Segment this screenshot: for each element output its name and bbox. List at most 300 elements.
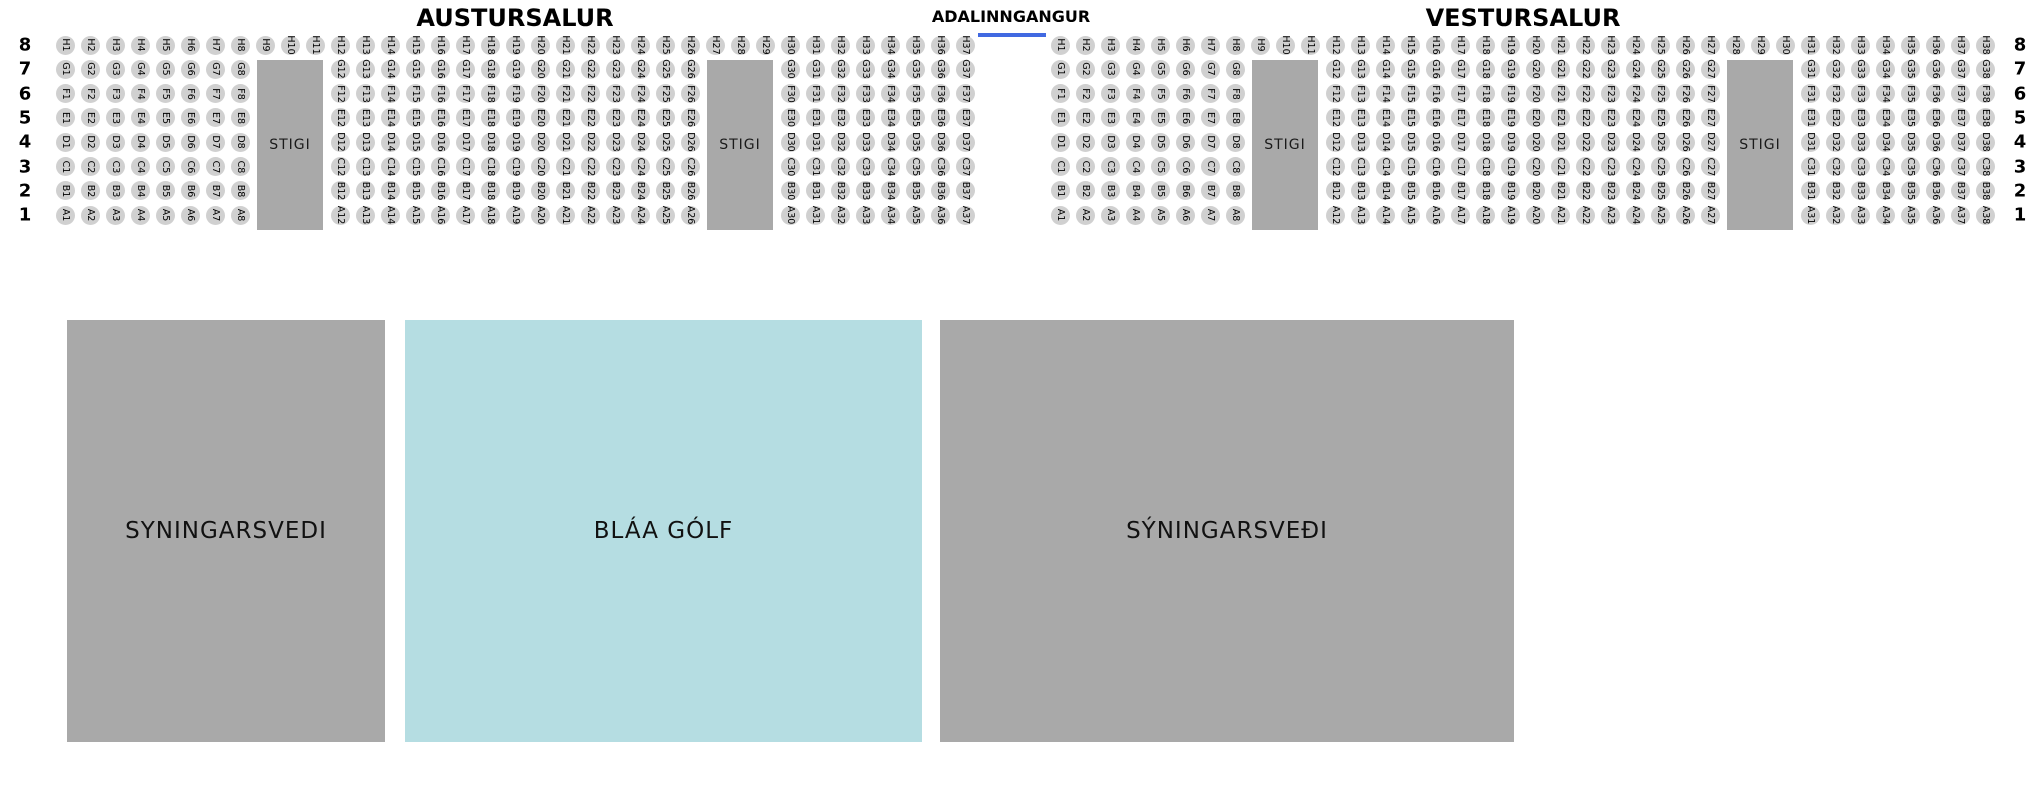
seat-austursalur-h23[interactable]: [606, 36, 625, 55]
seat-austursalur-e1[interactable]: [56, 108, 75, 127]
seat-austursalur-h27[interactable]: [706, 36, 725, 55]
seat-austursalur-f19[interactable]: [506, 84, 525, 103]
seat-austursalur-c35[interactable]: [906, 157, 925, 176]
seat-austursalur-a22[interactable]: [581, 206, 600, 225]
seat-austursalur-h19[interactable]: [506, 36, 525, 55]
seat-vestursalur-c38[interactable]: [1976, 157, 1995, 176]
seat-austursalur-e2[interactable]: [81, 108, 100, 127]
seat-vestursalur-h36[interactable]: [1926, 36, 1945, 55]
seat-austursalur-b26[interactable]: [681, 181, 700, 200]
seat-austursalur-b15[interactable]: [406, 181, 425, 200]
seat-austursalur-g21[interactable]: [556, 60, 575, 79]
seat-austursalur-h13[interactable]: [356, 36, 375, 55]
seat-austursalur-a34[interactable]: [881, 206, 900, 225]
seat-vestursalur-c20[interactable]: [1526, 157, 1545, 176]
seat-austursalur-c31[interactable]: [806, 157, 825, 176]
seat-vestursalur-g24[interactable]: [1626, 60, 1645, 79]
seat-vestursalur-f1[interactable]: [1051, 84, 1070, 103]
seat-vestursalur-e14[interactable]: [1376, 108, 1395, 127]
seat-austursalur-d12[interactable]: [331, 133, 350, 152]
seat-vestursalur-b38[interactable]: [1976, 181, 1995, 200]
seat-vestursalur-e17[interactable]: [1451, 108, 1470, 127]
seat-vestursalur-h1[interactable]: [1051, 36, 1070, 55]
seat-austursalur-a17[interactable]: [456, 206, 475, 225]
seat-austursalur-e18[interactable]: [481, 108, 500, 127]
seat-austursalur-c13[interactable]: [356, 157, 375, 176]
seat-austursalur-c3[interactable]: [106, 157, 125, 176]
seat-austursalur-e33[interactable]: [856, 108, 875, 127]
seat-vestursalur-e12[interactable]: [1326, 108, 1345, 127]
seat-vestursalur-b13[interactable]: [1351, 181, 1370, 200]
seat-vestursalur-f15[interactable]: [1401, 84, 1420, 103]
seat-austursalur-h34[interactable]: [881, 36, 900, 55]
seat-austursalur-h28[interactable]: [731, 36, 750, 55]
seat-vestursalur-a7[interactable]: [1201, 206, 1220, 225]
seat-austursalur-d22[interactable]: [581, 133, 600, 152]
seat-vestursalur-g25[interactable]: [1651, 60, 1670, 79]
seat-vestursalur-h12[interactable]: [1326, 36, 1345, 55]
seat-austursalur-g8[interactable]: [231, 60, 250, 79]
seat-austursalur-f5[interactable]: [156, 84, 175, 103]
seat-vestursalur-c18[interactable]: [1476, 157, 1495, 176]
seat-austursalur-e12[interactable]: [331, 108, 350, 127]
seat-vestursalur-c21[interactable]: [1551, 157, 1570, 176]
seat-vestursalur-h23[interactable]: [1601, 36, 1620, 55]
seat-vestursalur-f8[interactable]: [1226, 84, 1245, 103]
seat-vestursalur-e35[interactable]: [1901, 108, 1920, 127]
seat-vestursalur-g21[interactable]: [1551, 60, 1570, 79]
seat-austursalur-h16[interactable]: [431, 36, 450, 55]
seat-vestursalur-g33[interactable]: [1851, 60, 1870, 79]
seat-austursalur-f33[interactable]: [856, 84, 875, 103]
seat-vestursalur-h18[interactable]: [1476, 36, 1495, 55]
seat-austursalur-b14[interactable]: [381, 181, 400, 200]
seat-vestursalur-c27[interactable]: [1701, 157, 1720, 176]
seat-austursalur-h18[interactable]: [481, 36, 500, 55]
seat-austursalur-d31[interactable]: [806, 133, 825, 152]
seat-austursalur-d18[interactable]: [481, 133, 500, 152]
seat-austursalur-a8[interactable]: [231, 206, 250, 225]
seat-austursalur-a24[interactable]: [631, 206, 650, 225]
seat-austursalur-d33[interactable]: [856, 133, 875, 152]
seat-austursalur-f21[interactable]: [556, 84, 575, 103]
seat-vestursalur-f16[interactable]: [1426, 84, 1445, 103]
seat-austursalur-c20[interactable]: [531, 157, 550, 176]
seat-austursalur-g17[interactable]: [456, 60, 475, 79]
seat-austursalur-b3[interactable]: [106, 181, 125, 200]
seat-austursalur-e4[interactable]: [131, 108, 150, 127]
seat-austursalur-g18[interactable]: [481, 60, 500, 79]
seat-vestursalur-a32[interactable]: [1826, 206, 1845, 225]
seat-austursalur-g34[interactable]: [881, 60, 900, 79]
seat-austursalur-f18[interactable]: [481, 84, 500, 103]
seat-vestursalur-e4[interactable]: [1126, 108, 1145, 127]
seat-vestursalur-f38[interactable]: [1976, 84, 1995, 103]
seat-austursalur-b2[interactable]: [81, 181, 100, 200]
seat-vestursalur-c23[interactable]: [1601, 157, 1620, 176]
seat-austursalur-g2[interactable]: [81, 60, 100, 79]
seat-vestursalur-c15[interactable]: [1401, 157, 1420, 176]
seat-austursalur-e16[interactable]: [431, 108, 450, 127]
seat-vestursalur-c32[interactable]: [1826, 157, 1845, 176]
seat-vestursalur-h7[interactable]: [1201, 36, 1220, 55]
seat-austursalur-b5[interactable]: [156, 181, 175, 200]
seat-austursalur-d24[interactable]: [631, 133, 650, 152]
seat-austursalur-f22[interactable]: [581, 84, 600, 103]
seat-austursalur-c34[interactable]: [881, 157, 900, 176]
seat-austursalur-h15[interactable]: [406, 36, 425, 55]
seat-vestursalur-e20[interactable]: [1526, 108, 1545, 127]
seat-vestursalur-h19[interactable]: [1501, 36, 1520, 55]
seat-austursalur-f12[interactable]: [331, 84, 350, 103]
seat-austursalur-g15[interactable]: [406, 60, 425, 79]
seat-vestursalur-h3[interactable]: [1101, 36, 1120, 55]
seat-austursalur-c19[interactable]: [506, 157, 525, 176]
seat-austursalur-b19[interactable]: [506, 181, 525, 200]
seat-vestursalur-e31[interactable]: [1801, 108, 1820, 127]
seat-austursalur-f36[interactable]: [931, 84, 950, 103]
seat-vestursalur-e22[interactable]: [1576, 108, 1595, 127]
seat-vestursalur-h15[interactable]: [1401, 36, 1420, 55]
seat-vestursalur-f34[interactable]: [1876, 84, 1895, 103]
seat-vestursalur-e26[interactable]: [1676, 108, 1695, 127]
seat-vestursalur-b33[interactable]: [1851, 181, 1870, 200]
seat-austursalur-f23[interactable]: [606, 84, 625, 103]
seat-vestursalur-e36[interactable]: [1926, 108, 1945, 127]
seat-austursalur-h4[interactable]: [131, 36, 150, 55]
seat-austursalur-h30[interactable]: [781, 36, 800, 55]
seat-vestursalur-a24[interactable]: [1626, 206, 1645, 225]
seat-austursalur-e13[interactable]: [356, 108, 375, 127]
seat-austursalur-b36[interactable]: [931, 181, 950, 200]
seat-vestursalur-h38[interactable]: [1976, 36, 1995, 55]
seat-vestursalur-b23[interactable]: [1601, 181, 1620, 200]
seat-austursalur-f3[interactable]: [106, 84, 125, 103]
seat-austursalur-b23[interactable]: [606, 181, 625, 200]
seat-vestursalur-h24[interactable]: [1626, 36, 1645, 55]
seat-vestursalur-a18[interactable]: [1476, 206, 1495, 225]
seat-vestursalur-e18[interactable]: [1476, 108, 1495, 127]
seat-vestursalur-d3[interactable]: [1101, 133, 1120, 152]
seat-austursalur-d37[interactable]: [956, 133, 975, 152]
seat-vestursalur-g15[interactable]: [1401, 60, 1420, 79]
seat-vestursalur-g16[interactable]: [1426, 60, 1445, 79]
seat-vestursalur-g14[interactable]: [1376, 60, 1395, 79]
seat-vestursalur-a35[interactable]: [1901, 206, 1920, 225]
seat-austursalur-c26[interactable]: [681, 157, 700, 176]
seat-vestursalur-h33[interactable]: [1851, 36, 1870, 55]
seat-vestursalur-g22[interactable]: [1576, 60, 1595, 79]
seat-austursalur-h37[interactable]: [956, 36, 975, 55]
seat-vestursalur-d18[interactable]: [1476, 133, 1495, 152]
seat-austursalur-f2[interactable]: [81, 84, 100, 103]
seat-vestursalur-a5[interactable]: [1151, 206, 1170, 225]
seat-austursalur-g16[interactable]: [431, 60, 450, 79]
seat-austursalur-a19[interactable]: [506, 206, 525, 225]
seat-vestursalur-b2[interactable]: [1076, 181, 1095, 200]
seat-austursalur-d2[interactable]: [81, 133, 100, 152]
seat-vestursalur-b34[interactable]: [1876, 181, 1895, 200]
seat-austursalur-h2[interactable]: [81, 36, 100, 55]
seat-vestursalur-d32[interactable]: [1826, 133, 1845, 152]
seat-austursalur-a18[interactable]: [481, 206, 500, 225]
seat-vestursalur-g38[interactable]: [1976, 60, 1995, 79]
seat-vestursalur-d31[interactable]: [1801, 133, 1820, 152]
seat-vestursalur-c25[interactable]: [1651, 157, 1670, 176]
seat-austursalur-e35[interactable]: [906, 108, 925, 127]
seat-vestursalur-h2[interactable]: [1076, 36, 1095, 55]
seat-austursalur-e5[interactable]: [156, 108, 175, 127]
seat-vestursalur-g17[interactable]: [1451, 60, 1470, 79]
seat-austursalur-h33[interactable]: [856, 36, 875, 55]
seat-austursalur-g4[interactable]: [131, 60, 150, 79]
seat-austursalur-d25[interactable]: [656, 133, 675, 152]
seat-vestursalur-f24[interactable]: [1626, 84, 1645, 103]
seat-vestursalur-g3[interactable]: [1101, 60, 1120, 79]
seat-vestursalur-e25[interactable]: [1651, 108, 1670, 127]
seat-vestursalur-g34[interactable]: [1876, 60, 1895, 79]
seat-austursalur-b22[interactable]: [581, 181, 600, 200]
seat-austursalur-a5[interactable]: [156, 206, 175, 225]
seat-austursalur-d14[interactable]: [381, 133, 400, 152]
seat-vestursalur-d13[interactable]: [1351, 133, 1370, 152]
seat-vestursalur-h31[interactable]: [1801, 36, 1820, 55]
seat-austursalur-d19[interactable]: [506, 133, 525, 152]
seat-vestursalur-e23[interactable]: [1601, 108, 1620, 127]
seat-austursalur-c15[interactable]: [406, 157, 425, 176]
seat-austursalur-f4[interactable]: [131, 84, 150, 103]
seat-austursalur-a32[interactable]: [831, 206, 850, 225]
seat-austursalur-e17[interactable]: [456, 108, 475, 127]
seat-austursalur-e25[interactable]: [656, 108, 675, 127]
seat-austursalur-g13[interactable]: [356, 60, 375, 79]
seat-austursalur-d17[interactable]: [456, 133, 475, 152]
seat-austursalur-a26[interactable]: [681, 206, 700, 225]
seat-vestursalur-f23[interactable]: [1601, 84, 1620, 103]
seat-austursalur-h14[interactable]: [381, 36, 400, 55]
seat-vestursalur-c17[interactable]: [1451, 157, 1470, 176]
seat-vestursalur-g1[interactable]: [1051, 60, 1070, 79]
seat-vestursalur-b14[interactable]: [1376, 181, 1395, 200]
seat-vestursalur-a31[interactable]: [1801, 206, 1820, 225]
seat-austursalur-f31[interactable]: [806, 84, 825, 103]
seat-austursalur-c32[interactable]: [831, 157, 850, 176]
seat-austursalur-a37[interactable]: [956, 206, 975, 225]
seat-austursalur-a7[interactable]: [206, 206, 225, 225]
seat-vestursalur-b5[interactable]: [1151, 181, 1170, 200]
seat-austursalur-h6[interactable]: [181, 36, 200, 55]
seat-austursalur-a30[interactable]: [781, 206, 800, 225]
seat-austursalur-g36[interactable]: [931, 60, 950, 79]
seat-austursalur-g33[interactable]: [856, 60, 875, 79]
seat-austursalur-g14[interactable]: [381, 60, 400, 79]
seat-vestursalur-f35[interactable]: [1901, 84, 1920, 103]
seat-vestursalur-c37[interactable]: [1951, 157, 1970, 176]
seat-austursalur-b13[interactable]: [356, 181, 375, 200]
seat-vestursalur-c34[interactable]: [1876, 157, 1895, 176]
seat-austursalur-c5[interactable]: [156, 157, 175, 176]
seat-vestursalur-f32[interactable]: [1826, 84, 1845, 103]
seat-austursalur-e3[interactable]: [106, 108, 125, 127]
seat-vestursalur-c22[interactable]: [1576, 157, 1595, 176]
seat-austursalur-b8[interactable]: [231, 181, 250, 200]
seat-austursalur-f16[interactable]: [431, 84, 450, 103]
seat-vestursalur-b16[interactable]: [1426, 181, 1445, 200]
seat-austursalur-d8[interactable]: [231, 133, 250, 152]
seat-austursalur-d34[interactable]: [881, 133, 900, 152]
seat-vestursalur-d14[interactable]: [1376, 133, 1395, 152]
seat-vestursalur-h5[interactable]: [1151, 36, 1170, 55]
seat-vestursalur-f21[interactable]: [1551, 84, 1570, 103]
seat-austursalur-c17[interactable]: [456, 157, 475, 176]
seat-vestursalur-g13[interactable]: [1351, 60, 1370, 79]
seat-vestursalur-d26[interactable]: [1676, 133, 1695, 152]
seat-vestursalur-a17[interactable]: [1451, 206, 1470, 225]
seat-austursalur-d6[interactable]: [181, 133, 200, 152]
seat-vestursalur-b15[interactable]: [1401, 181, 1420, 200]
seat-vestursalur-b19[interactable]: [1501, 181, 1520, 200]
seat-vestursalur-g5[interactable]: [1151, 60, 1170, 79]
seat-vestursalur-h10[interactable]: [1276, 36, 1295, 55]
seat-austursalur-d13[interactable]: [356, 133, 375, 152]
seat-vestursalur-f6[interactable]: [1176, 84, 1195, 103]
seat-austursalur-a36[interactable]: [931, 206, 950, 225]
seat-vestursalur-d22[interactable]: [1576, 133, 1595, 152]
seat-vestursalur-b35[interactable]: [1901, 181, 1920, 200]
seat-vestursalur-g2[interactable]: [1076, 60, 1095, 79]
seat-vestursalur-f14[interactable]: [1376, 84, 1395, 103]
seat-vestursalur-f4[interactable]: [1126, 84, 1145, 103]
seat-vestursalur-h16[interactable]: [1426, 36, 1445, 55]
seat-austursalur-g3[interactable]: [106, 60, 125, 79]
seat-austursalur-h22[interactable]: [581, 36, 600, 55]
seat-vestursalur-b21[interactable]: [1551, 181, 1570, 200]
seat-vestursalur-b8[interactable]: [1226, 181, 1245, 200]
seat-austursalur-g20[interactable]: [531, 60, 550, 79]
seat-vestursalur-b7[interactable]: [1201, 181, 1220, 200]
seat-vestursalur-d5[interactable]: [1151, 133, 1170, 152]
seat-austursalur-a33[interactable]: [856, 206, 875, 225]
seat-vestursalur-e34[interactable]: [1876, 108, 1895, 127]
seat-austursalur-d1[interactable]: [56, 133, 75, 152]
seat-austursalur-b4[interactable]: [131, 181, 150, 200]
seat-austursalur-f30[interactable]: [781, 84, 800, 103]
seat-vestursalur-d12[interactable]: [1326, 133, 1345, 152]
seat-vestursalur-f12[interactable]: [1326, 84, 1345, 103]
seat-vestursalur-h22[interactable]: [1576, 36, 1595, 55]
seat-vestursalur-a38[interactable]: [1976, 206, 1995, 225]
seat-austursalur-g19[interactable]: [506, 60, 525, 79]
seat-vestursalur-a16[interactable]: [1426, 206, 1445, 225]
seat-vestursalur-b17[interactable]: [1451, 181, 1470, 200]
seat-austursalur-b37[interactable]: [956, 181, 975, 200]
seat-vestursalur-h4[interactable]: [1126, 36, 1145, 55]
seat-vestursalur-h28[interactable]: [1726, 36, 1745, 55]
seat-austursalur-h5[interactable]: [156, 36, 175, 55]
seat-vestursalur-c2[interactable]: [1076, 157, 1095, 176]
seat-vestursalur-a27[interactable]: [1701, 206, 1720, 225]
seat-vestursalur-e33[interactable]: [1851, 108, 1870, 127]
seat-austursalur-b32[interactable]: [831, 181, 850, 200]
seat-austursalur-c12[interactable]: [331, 157, 350, 176]
seat-vestursalur-a8[interactable]: [1226, 206, 1245, 225]
seat-vestursalur-a21[interactable]: [1551, 206, 1570, 225]
seat-vestursalur-a12[interactable]: [1326, 206, 1345, 225]
seat-vestursalur-e38[interactable]: [1976, 108, 1995, 127]
seat-vestursalur-a6[interactable]: [1176, 206, 1195, 225]
seat-vestursalur-a14[interactable]: [1376, 206, 1395, 225]
seat-vestursalur-b32[interactable]: [1826, 181, 1845, 200]
seat-vestursalur-a3[interactable]: [1101, 206, 1120, 225]
seat-austursalur-f15[interactable]: [406, 84, 425, 103]
seat-vestursalur-b6[interactable]: [1176, 181, 1195, 200]
seat-vestursalur-g18[interactable]: [1476, 60, 1495, 79]
seat-vestursalur-h21[interactable]: [1551, 36, 1570, 55]
seat-austursalur-b7[interactable]: [206, 181, 225, 200]
seat-vestursalur-h29[interactable]: [1751, 36, 1770, 55]
seat-austursalur-d7[interactable]: [206, 133, 225, 152]
seat-austursalur-g5[interactable]: [156, 60, 175, 79]
seat-austursalur-g23[interactable]: [606, 60, 625, 79]
seat-austursalur-c22[interactable]: [581, 157, 600, 176]
seat-austursalur-h10[interactable]: [281, 36, 300, 55]
seat-austursalur-h36[interactable]: [931, 36, 950, 55]
seat-austursalur-a21[interactable]: [556, 206, 575, 225]
seat-vestursalur-f20[interactable]: [1526, 84, 1545, 103]
seat-vestursalur-c14[interactable]: [1376, 157, 1395, 176]
seat-austursalur-h11[interactable]: [306, 36, 325, 55]
seat-austursalur-a35[interactable]: [906, 206, 925, 225]
seat-austursalur-f14[interactable]: [381, 84, 400, 103]
seat-austursalur-b25[interactable]: [656, 181, 675, 200]
seat-austursalur-a15[interactable]: [406, 206, 425, 225]
seat-vestursalur-h9[interactable]: [1251, 36, 1270, 55]
seat-austursalur-c24[interactable]: [631, 157, 650, 176]
seat-austursalur-e15[interactable]: [406, 108, 425, 127]
seat-vestursalur-a20[interactable]: [1526, 206, 1545, 225]
seat-austursalur-d4[interactable]: [131, 133, 150, 152]
seat-vestursalur-g37[interactable]: [1951, 60, 1970, 79]
seat-vestursalur-g7[interactable]: [1201, 60, 1220, 79]
seat-vestursalur-d33[interactable]: [1851, 133, 1870, 152]
seat-vestursalur-g4[interactable]: [1126, 60, 1145, 79]
seat-vestursalur-h30[interactable]: [1776, 36, 1795, 55]
seat-austursalur-h29[interactable]: [756, 36, 775, 55]
seat-vestursalur-d15[interactable]: [1401, 133, 1420, 152]
seat-vestursalur-g8[interactable]: [1226, 60, 1245, 79]
seat-austursalur-b12[interactable]: [331, 181, 350, 200]
seat-austursalur-d26[interactable]: [681, 133, 700, 152]
seat-austursalur-c16[interactable]: [431, 157, 450, 176]
seat-austursalur-e30[interactable]: [781, 108, 800, 127]
seat-vestursalur-f25[interactable]: [1651, 84, 1670, 103]
seat-austursalur-d15[interactable]: [406, 133, 425, 152]
seat-vestursalur-g23[interactable]: [1601, 60, 1620, 79]
seat-vestursalur-g27[interactable]: [1701, 60, 1720, 79]
seat-vestursalur-e24[interactable]: [1626, 108, 1645, 127]
seat-vestursalur-a22[interactable]: [1576, 206, 1595, 225]
seat-vestursalur-c7[interactable]: [1201, 157, 1220, 176]
seat-austursalur-e37[interactable]: [956, 108, 975, 127]
seat-vestursalur-b1[interactable]: [1051, 181, 1070, 200]
seat-vestursalur-f33[interactable]: [1851, 84, 1870, 103]
seat-austursalur-f6[interactable]: [181, 84, 200, 103]
seat-vestursalur-c13[interactable]: [1351, 157, 1370, 176]
seat-austursalur-f8[interactable]: [231, 84, 250, 103]
seat-vestursalur-g12[interactable]: [1326, 60, 1345, 79]
seat-vestursalur-a37[interactable]: [1951, 206, 1970, 225]
seat-austursalur-e26[interactable]: [681, 108, 700, 127]
